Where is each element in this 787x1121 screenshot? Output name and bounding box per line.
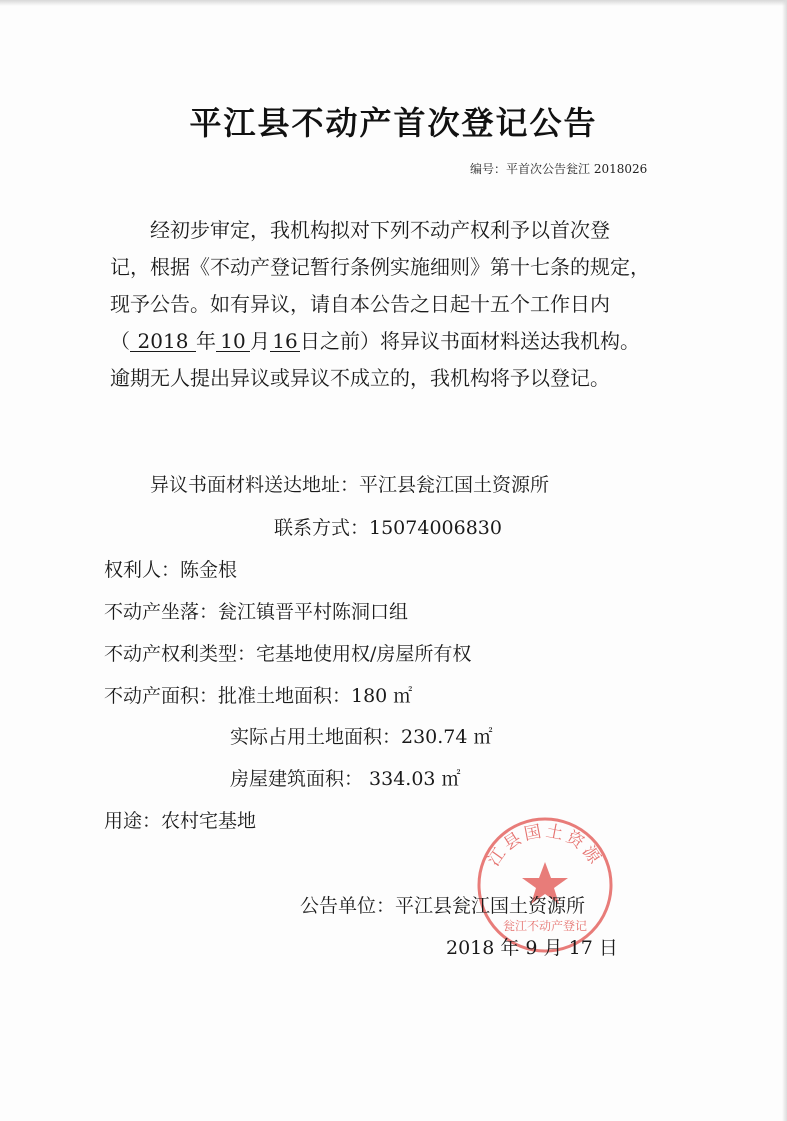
deadline-day: 16 [270, 331, 300, 352]
paragraph-line-5: 逾期无人提出异议或异议不成立的，我机构将予以登记。 [110, 366, 610, 390]
scan-top-edge [0, 0, 787, 6]
issue-date: 2018 年 9 月 17 日 [446, 937, 618, 959]
right-holder: 权利人：陈金根 [104, 559, 238, 581]
area-building: 房屋建筑面积： 334.03 ㎡ [230, 768, 461, 790]
document-number: 编号：平首次公告瓮江 2018026 [470, 162, 648, 176]
notice-title: 平江县不动产首次登记公告 [189, 104, 598, 142]
usage: 用途：农村宅基地 [104, 810, 257, 832]
notice-paragraph [110, 212, 670, 397]
deadline-month: 10 [216, 331, 250, 352]
paragraph-line-2: 记，根据《不动产登记暂行条例实施细则》第十七条的规定， [110, 255, 650, 279]
paragraph-line-1: 经初步审定，我机构拟对下列不动产权利予以首次登 [150, 218, 610, 242]
area-actual: 实际占用土地面积：230.74 ㎡ [230, 726, 493, 748]
paragraph-line-3: 现予公告。如有异议，请自本公告之日起十五个工作日内 [110, 292, 610, 316]
svg-text:江县国土资源: 江县国土资源 [484, 821, 606, 870]
property-location: 不动产坐落：瓮江镇晋平村陈洞口组 [104, 601, 409, 623]
area-approved: 不动产面积：批准土地面积：180 ㎡ [104, 685, 413, 707]
deadline-year: 2018 [130, 331, 196, 352]
scan-right-edge [782, 0, 787, 1121]
contact-info: 联系方式：15074006830 [274, 517, 502, 539]
svg-text:瓮江不动产登记: 瓮江不动产登记 [502, 919, 588, 933]
right-type: 不动产权利类型：宅基地使用权/房屋所有权 [104, 643, 472, 665]
objection-address: 异议书面材料送达地址：平江县瓮江国土资源所 [150, 474, 550, 496]
paragraph-line-4: （ 2018 年 10 月 16 日之前）将异议书面材料送达我机构。 [110, 329, 640, 353]
issuing-authority: 公告单位：平江县瓮江国土资源所 [300, 895, 586, 917]
